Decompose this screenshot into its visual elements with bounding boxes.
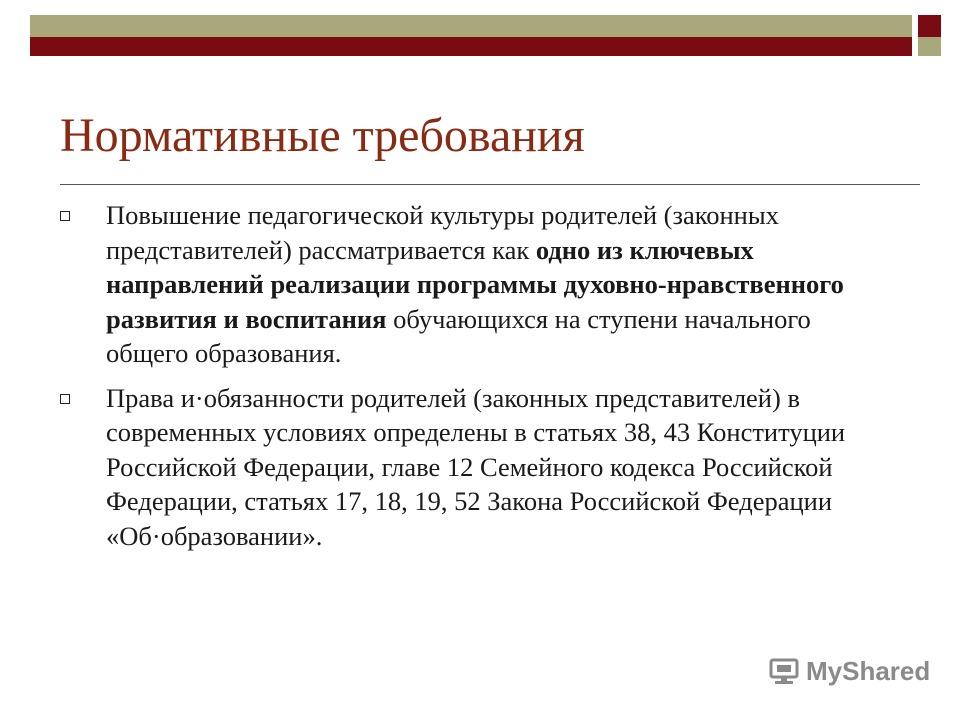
header-square-olive [918, 37, 941, 56]
bullet-1-bold: одно из ключевых направлений реализации программы духовно-нравственного развития и воспитания [106, 234, 844, 334]
bullet-item-2 [58, 381, 908, 554]
watermark-label: MyShared [806, 656, 931, 686]
header-band-maroon [30, 37, 912, 56]
bullet-text-1 [106, 198, 896, 371]
slide-title: Нормативные требования [60, 109, 585, 162]
square-bullet-icon [60, 394, 70, 404]
bullet-1-part-2: обучающихся на ступени начального общего образования. [106, 303, 811, 368]
myshared-logo-icon [768, 657, 800, 687]
myshared-watermark [768, 656, 930, 687]
bullet-1-part-1: Повышение педагогической культуры родителей (законных представителей) рассматривается как [106, 200, 779, 265]
bullet-item-1 [58, 198, 908, 371]
header-band-olive [30, 15, 912, 37]
bullet-list [58, 198, 908, 563]
bullet-text-2: Права и·обязанности родителей (законных представителей) в современных условиях определены в статьях 38, 43 Конституции Российской Федерации, главе 12 Семейного кодекса Российской Федерации, статьях 17, 18, 19, 52 Закона Российской Федерации «Об·образовании». [106, 382, 846, 551]
header-square-maroon [918, 15, 941, 37]
square-bullet-icon [60, 211, 70, 221]
title-divider [60, 184, 920, 185]
